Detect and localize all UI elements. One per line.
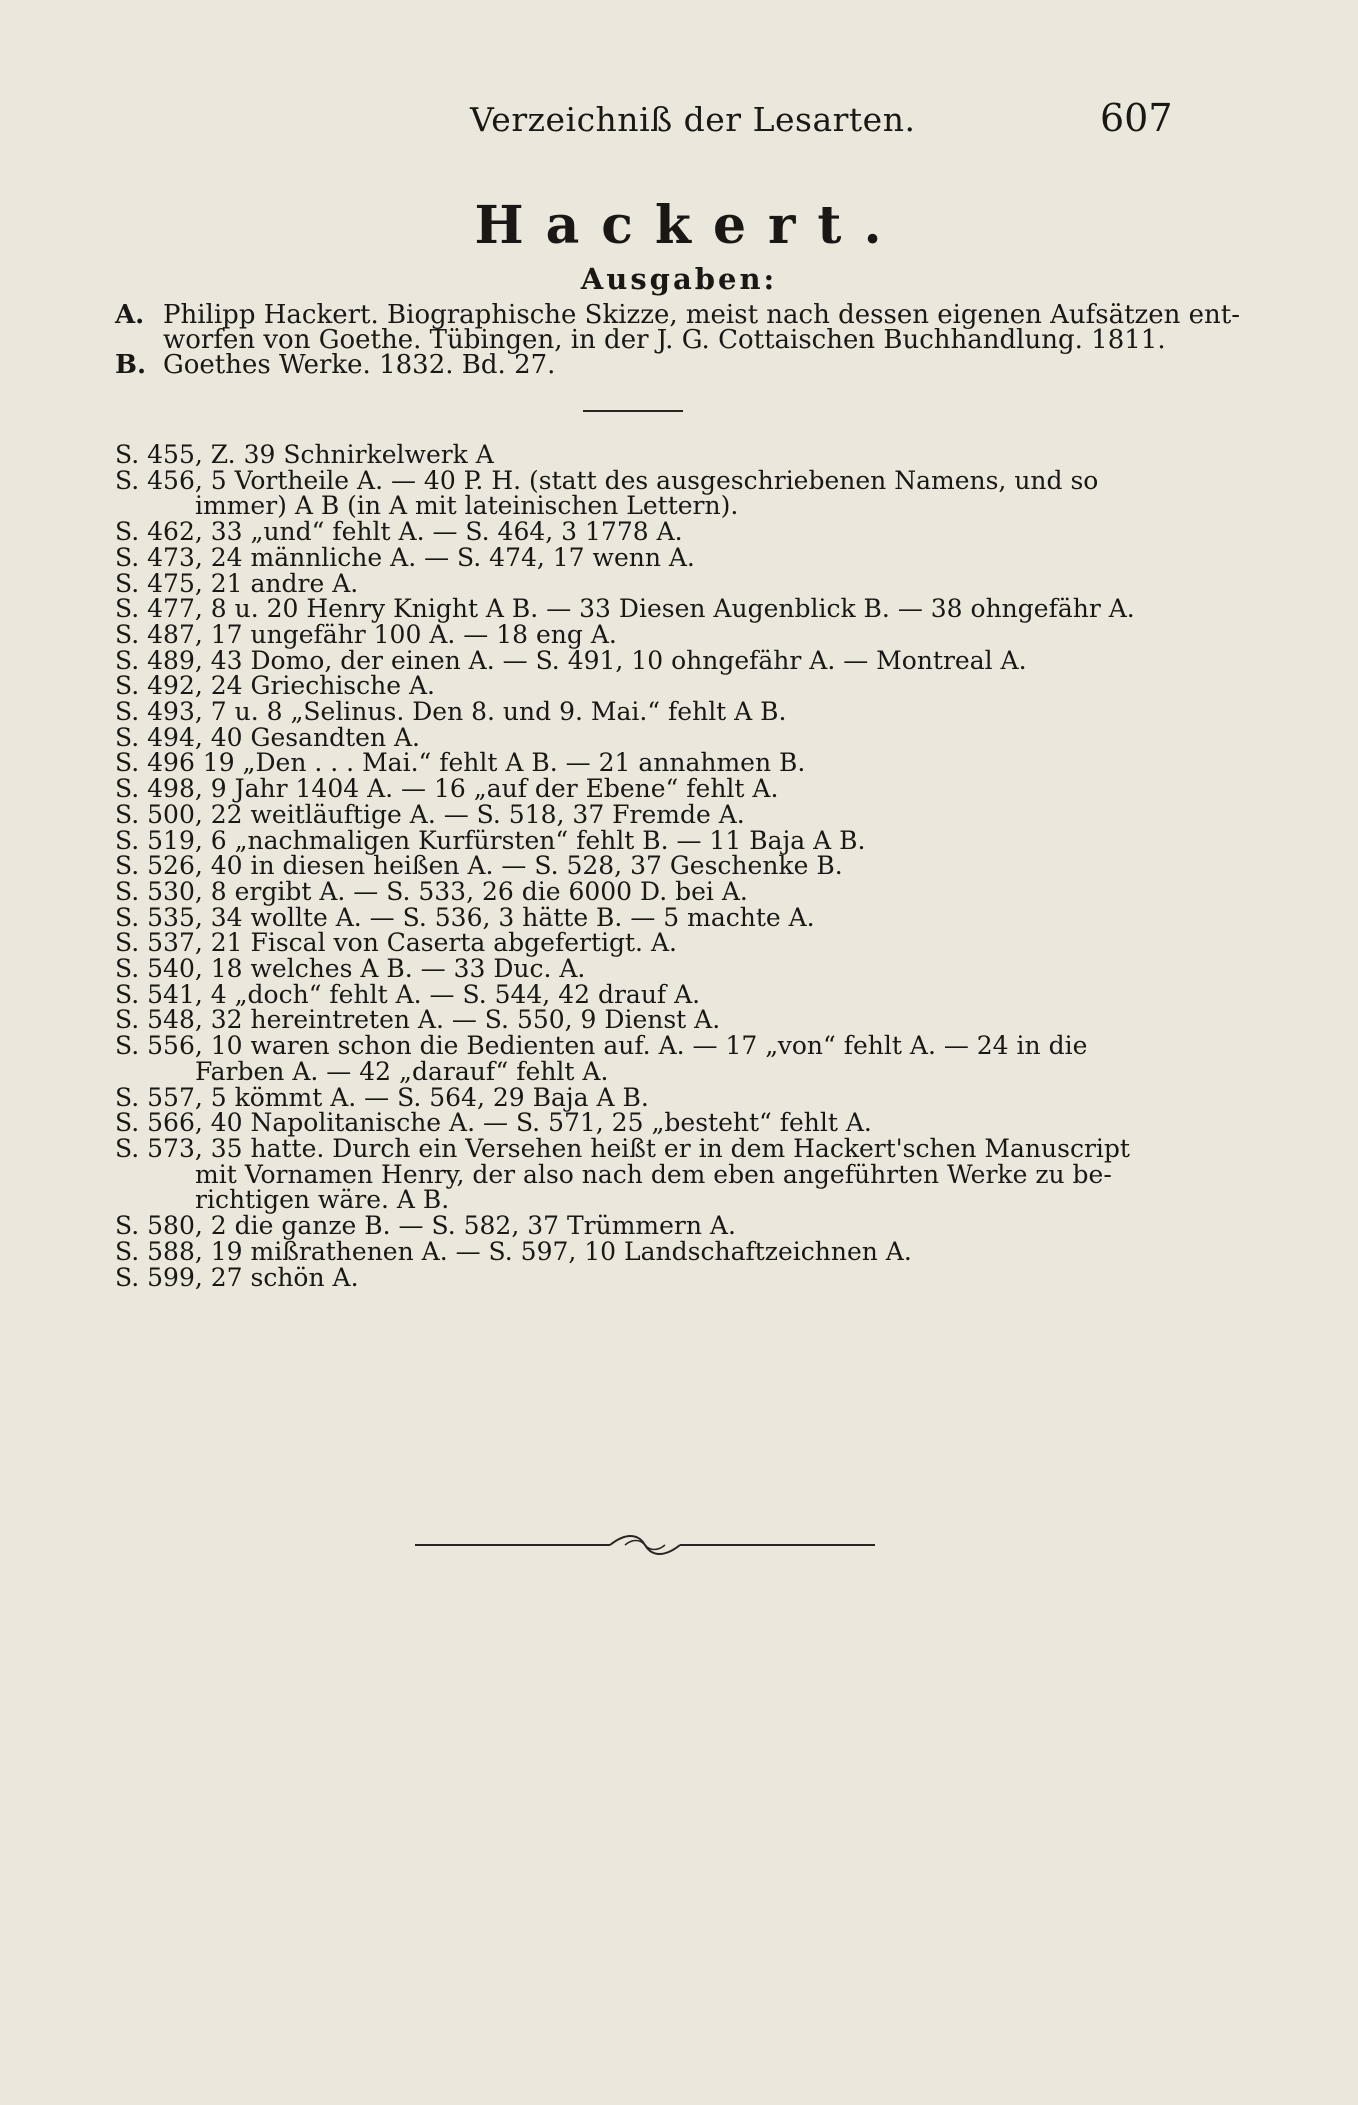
section-title: Hackert. (474, 195, 904, 256)
reading-line: S. 473, 24 männliche A. — S. 474, 17 wenn A. (115, 542, 695, 572)
reading-entry (115, 930, 1175, 956)
reading-line: S. 526, 40 in diesen heißen A. — S. 528, 37 Geschenke B. (115, 851, 843, 881)
reading-line: S. 537, 21 Fiscal von Caserta abgefertigt. A. (115, 928, 677, 958)
reading-line: S. 557, 5 kömmt A. — S. 564, 29 Baja A B. (115, 1082, 649, 1112)
reading-entry (115, 1033, 1175, 1084)
readings-list (115, 442, 1175, 1290)
reading-line: S. 496 19 „Den . . . Mai.“ fehlt A B. — 21 annahmen B. (115, 748, 806, 778)
reading-line: S. 456, 5 Vortheile A. — 40 P. H. (statt des ausgeschriebenen Namens, und so (115, 465, 1099, 495)
reading-entry (115, 1262, 1175, 1292)
reading-line: S. 487, 17 ungefähr 100 A. — 18 eng A. (115, 619, 617, 649)
page-number: 607 (1100, 96, 1173, 140)
reading-line: S. 535, 34 wollte A. — S. 536, 3 hätte B. — 5 machte A. (115, 902, 815, 932)
edition-siglum: B. (115, 350, 147, 380)
reading-entry (115, 956, 1175, 982)
reading-line: S. 519, 6 „nachmaligen Kurfürsten“ fehlt B. — 11 Baja A B. (115, 825, 866, 855)
ornament-rule (410, 1525, 880, 1565)
reading-line: S. 530, 8 ergibt A. — S. 533, 26 die 6000 D. bei A. (115, 876, 748, 906)
reading-line: S. 588, 19 mißrathenen A. — S. 597, 10 Landschaftzeichnen A. (115, 1236, 912, 1266)
reading-entry (115, 825, 1175, 855)
reading-entry (115, 902, 1175, 932)
edition-siglum: A. (115, 300, 145, 330)
reading-line: Farben A. — 42 „darauf“ fehlt A. (195, 1056, 609, 1086)
edition-line: worfen von Goethe. Tübingen, in der J. G. Cottaischen Buchhandlung. 1811. (163, 325, 1166, 355)
reading-line: S. 573, 35 hatte. Durch ein Versehen heißt er in dem Hackert'schen Manuscript (115, 1133, 1130, 1163)
reading-line: S. 477, 8 u. 20 Henry Knight A B. — 33 Diesen Augenblick B. — 38 ohngefähr A. (115, 594, 1135, 624)
reading-entry (115, 542, 1175, 572)
reading-line: mit Vornamen Henry, der also nach dem eben angeführten Werke zu be- (195, 1159, 1112, 1189)
edition-a (115, 300, 1240, 355)
reading-line: S. 494, 40 Gesandten A. (115, 722, 420, 752)
reading-line: S. 541, 4 „doch“ fehlt A. — S. 544, 42 drauf A. (115, 979, 701, 1009)
reading-entry (115, 1236, 1175, 1266)
edition-b (115, 350, 1165, 380)
reading-line: S. 540, 18 welches A B. — 33 Duc. A. (115, 954, 586, 984)
reading-entry (115, 853, 1175, 879)
reading-line: S. 475, 21 andre A. (115, 568, 359, 598)
reading-entry (115, 645, 1175, 675)
running-title: Verzeichniß der Lesarten. (470, 100, 916, 139)
reading-line: S. 489, 43 Domo, der einen A. — S. 491, 10 ohngefähr A. — Montreal A. (115, 645, 1027, 675)
reading-entry (115, 673, 1175, 699)
reading-entry (115, 979, 1175, 1009)
reading-line: S. 492, 24 Griechische A. (115, 671, 435, 701)
section-subtitle: Ausgaben: (580, 262, 778, 296)
reading-entry (115, 799, 1175, 829)
reading-line: S. 599, 27 schön A. (115, 1262, 359, 1292)
reading-line: S. 500, 22 weitläuftige A. — S. 518, 37 Fremde A. (115, 799, 745, 829)
reading-entry (115, 1007, 1175, 1033)
editions-list (115, 300, 1240, 380)
reading-line: S. 462, 33 „und“ fehlt A. — S. 464, 3 1778 A. (115, 517, 683, 547)
reading-line: S. 548, 32 hereintreten A. — S. 550, 9 Dienst A. (115, 1005, 721, 1035)
reading-entry (115, 722, 1175, 752)
reading-entry (115, 1213, 1175, 1239)
reading-entry (115, 750, 1175, 776)
reading-line: richtigen wäre. A B. (195, 1185, 450, 1215)
reading-entry (115, 596, 1175, 622)
reading-line: S. 455, Z. 39 Schnirkelwerk A (115, 440, 494, 469)
reading-entry (115, 619, 1175, 649)
reading-line: S. 556, 10 waren schon die Bedienten auf. A. — 17 „von“ fehlt A. — 24 in die (115, 1031, 1088, 1061)
reading-entry (115, 442, 1175, 468)
reading-entry (115, 568, 1175, 598)
reading-entry (115, 876, 1175, 906)
reading-entry (115, 699, 1175, 725)
reading-line: immer) A B (in A mit lateinischen Lettern). (195, 491, 739, 521)
reading-entry (115, 776, 1175, 802)
reading-line: S. 493, 7 u. 8 „Selinus. Den 8. und 9. Mai.“ fehlt A B. (115, 697, 787, 727)
edition-line: Goethes Werke. 1832. Bd. 27. (163, 350, 556, 380)
reading-entry (115, 1110, 1175, 1136)
reading-entry (115, 1082, 1175, 1112)
section-divider (583, 410, 683, 412)
reading-line: S. 498, 9 Jahr 1404 A. — 16 „auf der Ebene“ fehlt A. (115, 774, 779, 804)
reading-line: S. 566, 40 Napolitanische A. — S. 571, 25 „besteht“ fehlt A. (115, 1108, 872, 1138)
reading-line: S. 580, 2 die ganze B. — S. 582, 37 Trümmern A. (115, 1211, 736, 1241)
reading-entry (115, 519, 1175, 545)
reading-entry (115, 1133, 1175, 1215)
edition-line: Philipp Hackert. Biographische Skizze, meist nach dessen eigenen Aufsätzen ent- (163, 300, 1240, 330)
reading-entry (115, 465, 1175, 521)
